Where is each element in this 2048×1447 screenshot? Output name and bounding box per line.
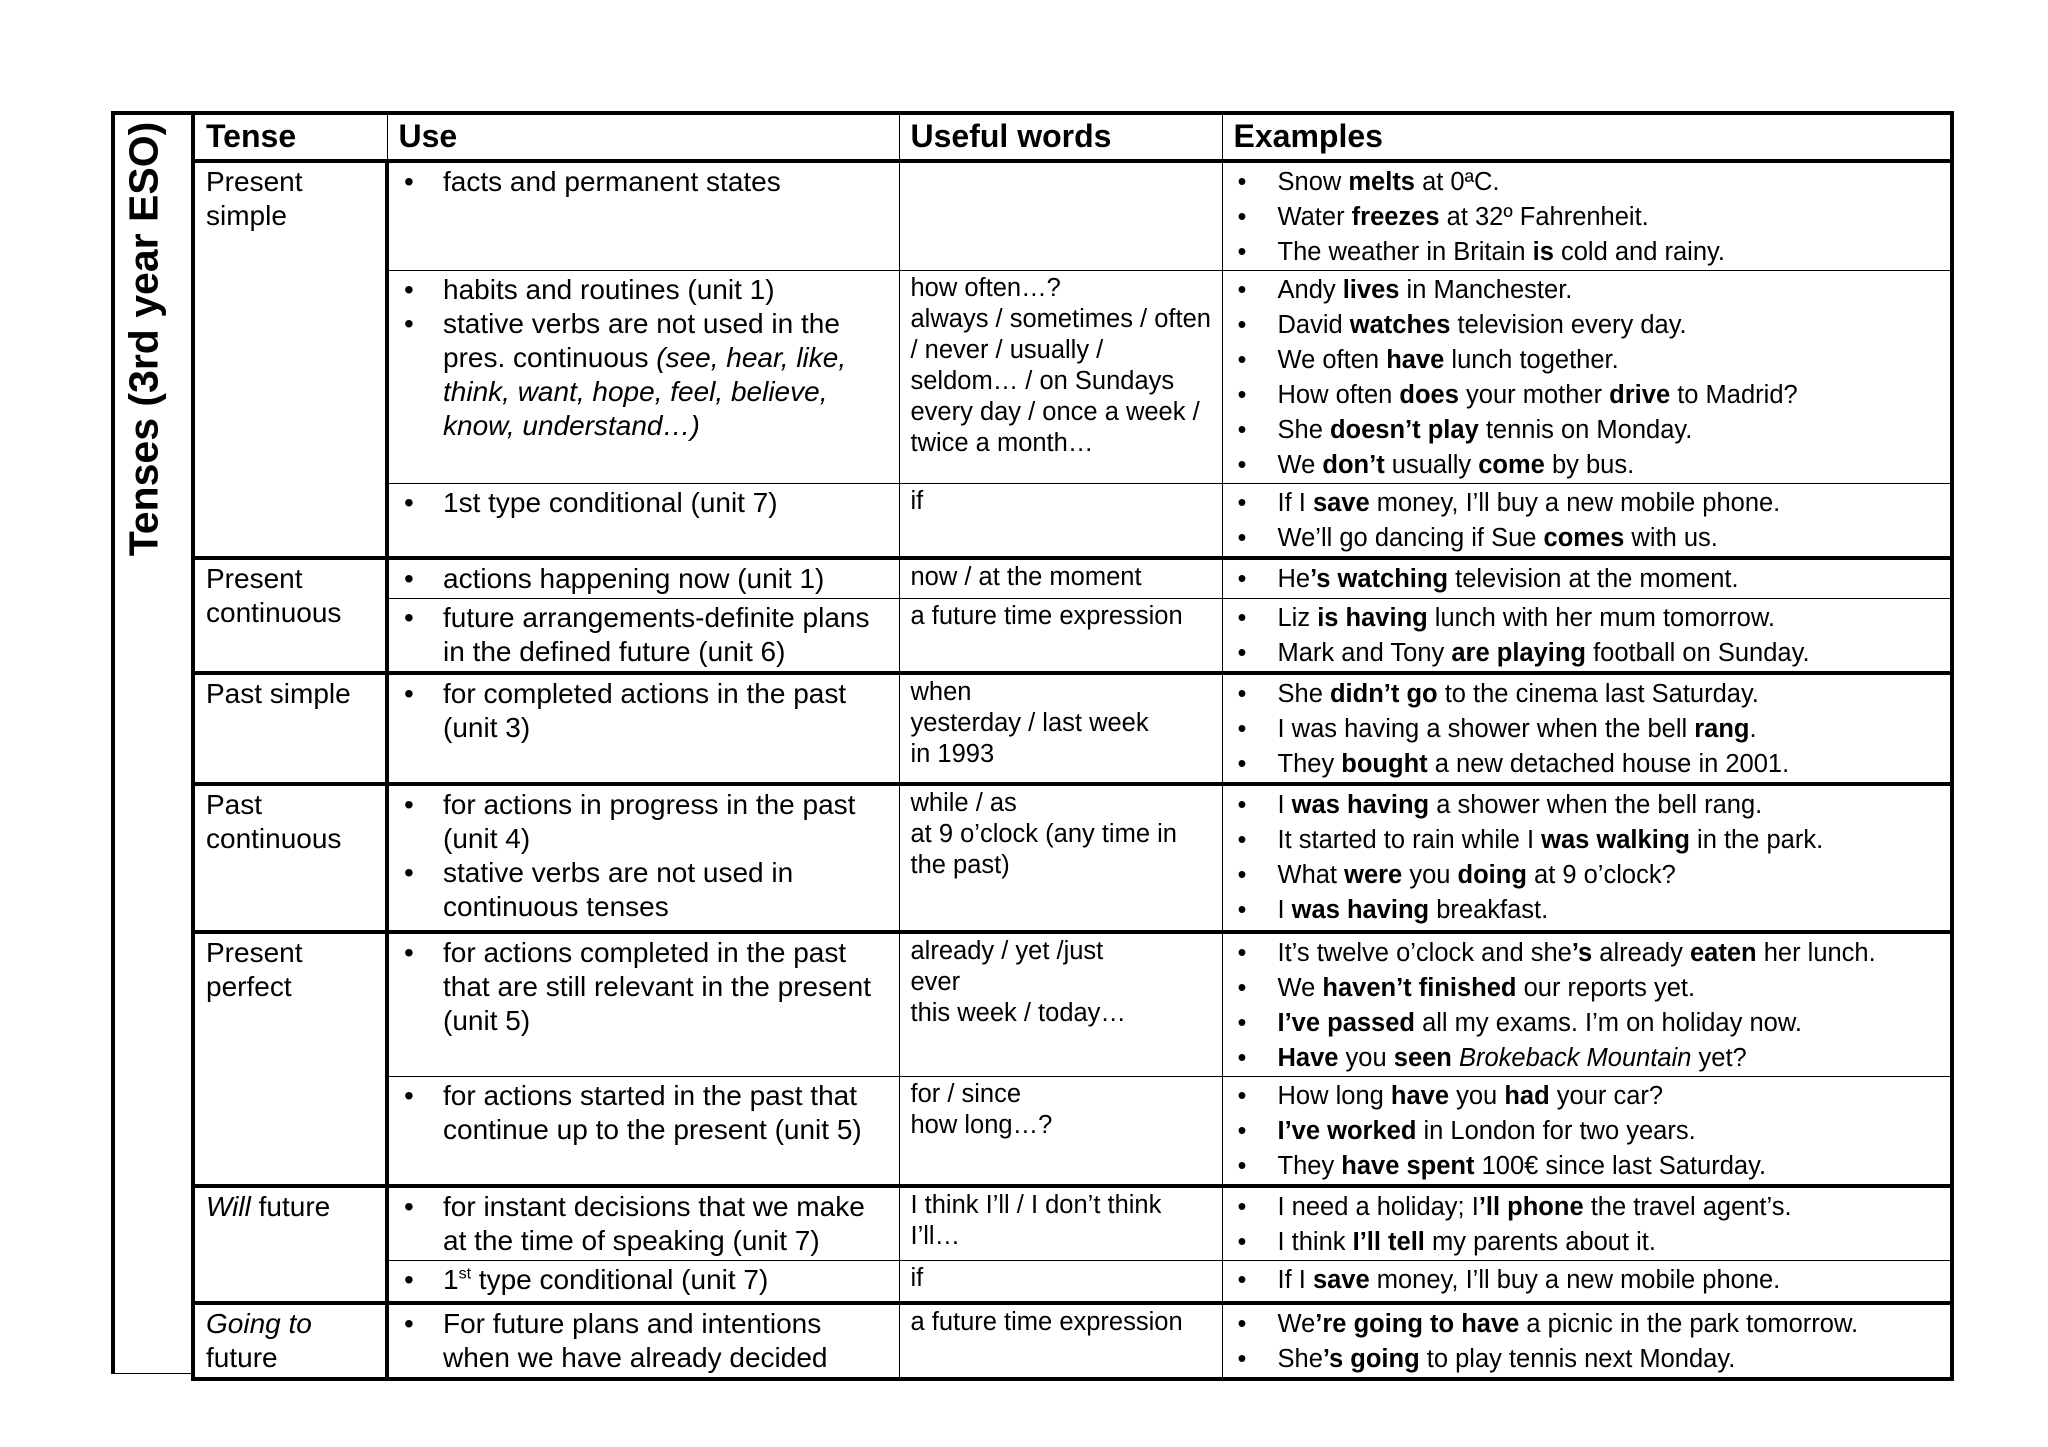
use-item: • actions happening now (unit 1) [400,562,889,596]
examples-cell [1222,673,1952,784]
examples-cell [1222,598,1952,673]
tense-group [193,1303,1952,1379]
example-item: • I think I’ll tell my parents about it. [1234,1225,1941,1260]
tense-group [193,558,1952,673]
tense-group [193,1186,1952,1303]
header-tense: Tense [193,113,387,161]
use-item: • 1st type conditional (unit 7) [400,1263,889,1297]
example-item: • We don’t usually come by bus. [1234,448,1941,483]
tense-cell: Present continuous [193,558,387,673]
examples-cell [1222,932,1952,1077]
header-use: Use [387,113,899,161]
use-item: • future arrangements-definite plans in the defined future (unit 6) [400,601,889,669]
table-row [193,673,1952,784]
useful-words-cell: I think I’ll / I don’t think I’ll… [899,1186,1222,1261]
example-item: • It started to rain while I was walking in the park. [1234,823,1941,858]
table-row [193,598,1952,673]
useful-words-cell: already / yet /just ever this week / today… [899,932,1222,1077]
use-item: • For future plans and intentions when we have already decided [400,1307,889,1375]
example-item: • What were you doing at 9 o’clock? [1234,858,1941,893]
tense-group [193,161,1952,558]
example-item: • He’s watching television at the moment. [1234,562,1941,597]
examples-cell [1222,484,1952,559]
use-cell [387,484,899,559]
use-cell [387,271,899,484]
table-row [193,1076,1952,1186]
tense-cell: Going to future [193,1303,387,1379]
table-row [193,932,1952,1077]
useful-words-cell: now / at the moment [899,558,1222,598]
example-item: • She’s going to play tennis next Monday. [1234,1342,1941,1377]
example-item: • Snow melts at 0ªC. [1234,165,1941,200]
use-item: • for actions started in the past that continue up to the present (unit 5) [400,1079,889,1147]
example-item: • I’ve passed all my exams. I’m on holiday now. [1234,1006,1941,1041]
use-cell [387,1303,899,1379]
use-cell [387,1261,899,1303]
use-cell [387,161,899,271]
tense-cell: Past continuous [193,784,387,932]
use-item: • for completed actions in the past (unit 3) [400,677,889,745]
example-item: • If I save money, I’ll buy a new mobile phone. [1234,1263,1941,1298]
use-item: • for instant decisions that we make at the time of speaking (unit 7) [400,1190,889,1258]
examples-cell [1222,784,1952,932]
table-row [193,1303,1952,1379]
use-cell [387,673,899,784]
header-useful-words: Useful words [899,113,1222,161]
useful-words-cell: if [899,484,1222,559]
example-item: • She doesn’t play tennis on Monday. [1234,413,1941,448]
example-item: • I was having a shower when the bell rang. [1234,788,1941,823]
tense-group [193,673,1952,784]
useful-words-cell: a future time expression [899,1303,1222,1379]
use-cell [387,558,899,598]
use-item: • stative verbs are not used in continuous tenses [400,856,889,924]
example-item: • We’re going to have a picnic in the park tomorrow. [1234,1307,1941,1342]
table-row [193,1261,1952,1303]
example-item: • Water freezes at 32º Fahrenheit. [1234,200,1941,235]
example-item: • How often does your mother drive to Madrid? [1234,378,1941,413]
use-item: • stative verbs are not used in the pres. continuous (see, hear, like, think, want, hope, feel, believe, know, understand…) [400,307,889,443]
example-item: • We’ll go dancing if Sue comes with us. [1234,521,1941,556]
example-item: • It’s twelve o’clock and she’s already eaten her lunch. [1234,936,1941,971]
use-item: • 1st type conditional (unit 7) [400,486,889,520]
header-examples: Examples [1222,113,1952,161]
example-item: • Have you seen Brokeback Mountain yet? [1234,1041,1941,1076]
example-item: • I was having a shower when the bell rang. [1234,712,1941,747]
examples-cell [1222,1303,1952,1379]
examples-cell [1222,161,1952,271]
use-cell [387,932,899,1077]
table-row [193,484,1952,559]
examples-cell [1222,271,1952,484]
use-item: • for actions completed in the past that are still relevant in the present (unit 5) [400,936,889,1038]
example-item: • We haven’t finished our reports yet. [1234,971,1941,1006]
example-item: • If I save money, I’ll buy a new mobile phone. [1234,486,1941,521]
examples-cell [1222,1261,1952,1303]
example-item: • They bought a new detached house in 2001. [1234,747,1941,782]
example-item: • We often have lunch together. [1234,343,1941,378]
use-item: • habits and routines (unit 1) [400,273,889,307]
useful-words-cell: if [899,1261,1222,1303]
use-cell [387,784,899,932]
example-item: • I was having breakfast. [1234,893,1941,928]
example-item: • How long have you had your car? [1234,1079,1941,1114]
header-row [193,113,1952,161]
tense-group [193,784,1952,932]
examples-cell [1222,1186,1952,1261]
useful-words-cell: when yesterday / last week in 1993 [899,673,1222,784]
example-item: • I need a holiday; I’ll phone the travel agent’s. [1234,1190,1941,1225]
example-item: • They have spent 100€ since last Saturday. [1234,1149,1941,1184]
tense-cell: Will future [193,1186,387,1303]
use-item: • for actions in progress in the past (unit 4) [400,788,889,856]
use-cell [387,1186,899,1261]
example-item: • The weather in Britain is cold and rainy. [1234,235,1941,270]
table-row [193,558,1952,598]
example-item: • I’ve worked in London for two years. [1234,1114,1941,1149]
examples-cell [1222,558,1952,598]
useful-words-cell: for / since how long…? [899,1076,1222,1186]
use-cell [387,1076,899,1186]
tenses-table [191,111,1954,1381]
example-item: • Mark and Tony are playing football on Sunday. [1234,636,1941,671]
useful-words-cell: a future time expression [899,598,1222,673]
use-item: • facts and permanent states [400,165,889,199]
table-row [193,1186,1952,1261]
table-row [193,161,1952,271]
table-row [193,784,1952,932]
table-row [193,271,1952,484]
tense-cell: Past simple [193,673,387,784]
examples-cell [1222,1076,1952,1186]
example-item: • She didn’t go to the cinema last Saturday. [1234,677,1941,712]
side-title: Tenses (3rd year ESO) [120,121,167,557]
useful-words-cell: while / as at 9 o’clock (any time in the past) [899,784,1222,932]
useful-words-cell [899,161,1222,271]
useful-words-cell: how often…? always / sometimes / often / never / usually / seldom… / on Sundays every day / once a week / twice a month… [899,271,1222,484]
example-item: • Liz is having lunch with her mum tomorrow. [1234,601,1941,636]
tense-cell: Present perfect [193,932,387,1187]
example-item: • Andy lives in Manchester. [1234,273,1941,308]
tense-cell: Present simple [193,161,387,558]
example-item: • David watches television every day. [1234,308,1941,343]
tense-group [193,932,1952,1187]
use-cell [387,598,899,673]
